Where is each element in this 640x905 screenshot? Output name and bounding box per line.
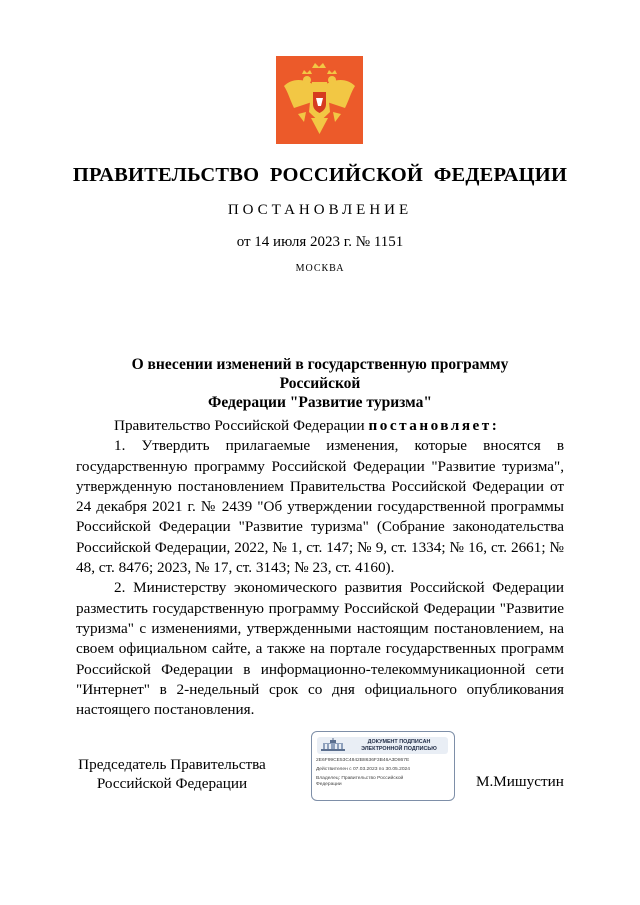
signatory-name: М.Мишустин: [476, 773, 564, 790]
subject-line-2: Федерации "Развитие туризма": [208, 394, 432, 411]
signatory-position-line-1: Председатель Правительства: [78, 756, 266, 773]
decree-intro: [76, 416, 564, 436]
signatory-position-line-2: Российской Федерации: [96, 775, 248, 792]
stamp-owner-line-1: Владелец: Правительство Российской: [316, 776, 404, 781]
decree-subject: [90, 355, 550, 412]
stamp-title-line-2: ЭЛЕКТРОННОЙ ПОДПИСЬЮ: [361, 746, 437, 752]
coat-of-arms-icon: [276, 56, 363, 144]
decree-paragraph-2: 2. Министерству экономического развития Российской Федерации разместить государственную программу Российской Федерации "Развитие туризма" с изменениями, утвержденными настоящим постановлением, на своем официальном сайте, а также на портале государственных программ Российской Федерации в информационно-телекоммуникационной сети "Интернет" в 2-недельный срок со дня официального опубликования настоящего постановления.: [76, 579, 564, 719]
government-building-icon: [320, 738, 346, 757]
signatory-position: [76, 755, 268, 793]
city: МОСКВА: [295, 263, 345, 274]
stamp-owner-line-2: Федерации: [316, 782, 342, 787]
decree-body: [76, 416, 564, 720]
government-title: ПРАВИТЕЛЬСТВО РОССИЙСКОЙ ФЕДЕРАЦИИ: [72, 164, 568, 186]
decree-type: ПОСТАНОВЛЕНИЕ: [227, 202, 413, 218]
subject-line-1: О внесении изменений в государственную программу Российской: [131, 356, 509, 392]
electronic-signature-stamp: [311, 731, 455, 801]
stamp-validity: Действителен с 07.03.2023 по 30.05.2024: [316, 767, 410, 772]
decree-paragraph-1: 1. Утвердить прилагаемые изменения, которые вносятся в государственную программу Российской Федерации "Развитие туризма", утвержденную постановлением Правительства Российской Федерации от 24 декабря 2021 г. № 2439 "Об утверждении государственной программы Российской Федерации "Развитие туризма" (Собрание законодательства Российской Федерации, 2022, № 1, ст. 147; № 9, ст. 1334; № 16, ст. 2661; № 48, ст. 8476; 2023, № 17, ст. 3143; № 23, ст. 4160).: [76, 437, 564, 577]
stamp-title: [350, 739, 448, 753]
intro-prefix: Правительство Российской Федерации: [114, 417, 369, 434]
intro-resolves: постановляет:: [368, 417, 500, 434]
stamp-title-line-1: ДОКУМЕНТ ПОДПИСАН: [367, 739, 431, 745]
decree-date-number: от 14 июля 2023 г. № 1151: [236, 234, 404, 250]
stamp-certificate: 2E6F99CE53C4842B8636F3B46A3D867E: [316, 758, 410, 763]
